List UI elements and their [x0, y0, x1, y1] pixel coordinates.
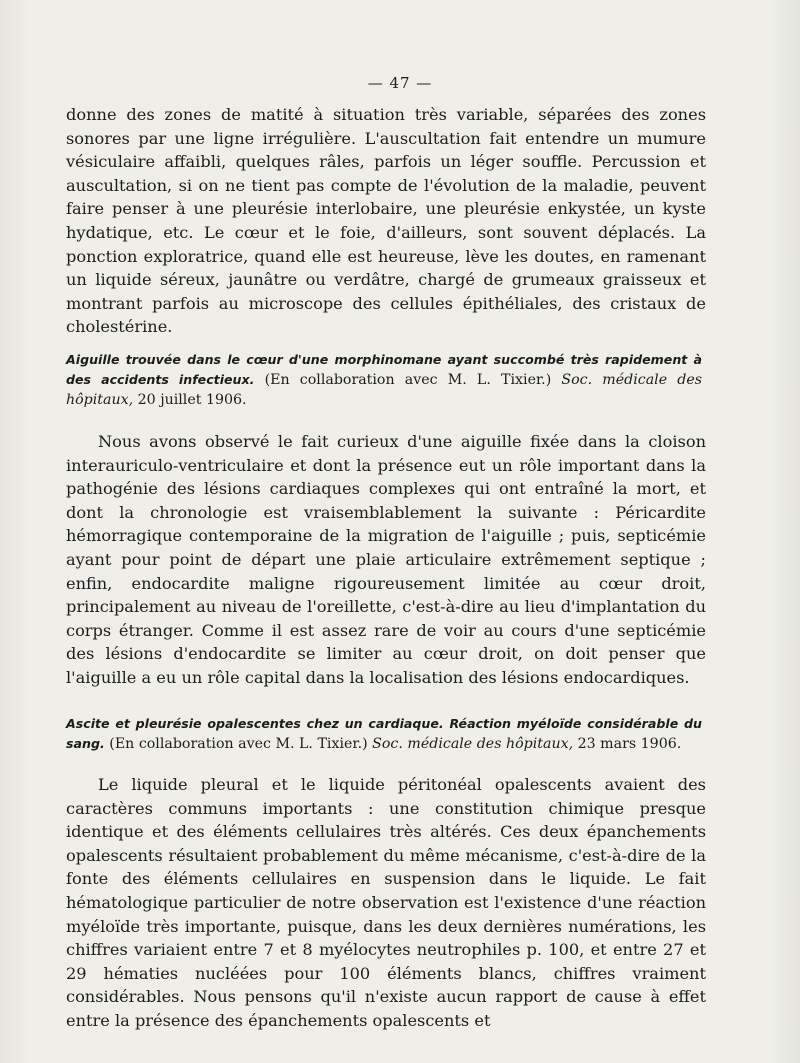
section-collaboration: (En collaboration avec M. L. Tixier.) [264, 372, 552, 388]
section-journal: Soc. médicale des hôpitaux, [372, 736, 574, 752]
section-journal: Soc. médicale des hôpitaux, [66, 372, 703, 408]
paragraph-text: Le liquide pleural et le liquide péritonéal opalescents avaient des caractères communs importants : une constitution chimique presque identique et des éléments cellulaires très altérés. Ces deux épanchements opalescents résultaient probablement du même mécanisme, c'est-à-dire de la fonte des éléments cellulaires en suspension dans le liquide. Le fait hématologique particulier de notre observation est l'existence d'une réaction myéloïde très importante, puisque, dans les deux dernières numérations, les chiffres variaient entre 7 et 8 myélocytes neutrophiles p. 100, et entre 27 et 29 hématies nucléées pour 100 éléments blancs, chiffres vraiment considérables. Nous pensons qu'il n'existe aucun rapport de cause à effet entre la présence des épanchements opalescents et [66, 775, 706, 1030]
page-number: — 47 — [367, 74, 433, 92]
paragraph-continuation [66, 103, 706, 339]
section-body-1 [66, 430, 706, 690]
paragraph-text: Nous avons observé le fait curieux d'une aiguille fixée dans la cloison interauriculo-ventriculaire et dont la présence eut un rôle important dans la pathogénie des lésions cardiaques complexes qui ont entraîné la mort, et dont la chronologie est vraisemblablement la suivante : Péricardite hémorragique contemporaine de la migration de l'aiguille ; puis, septicémie ayant pour point de départ une plaie articulaire extrêmement septique ; enfin, endocardite maligne rigoureusement limitée au cœur droit, principalement au niveau de l'oreillette, c'est-à-dire au lieu d'implantation du corps étranger. Comme il est assez rare de voir au cours d'une septicémie des lésions d'endocardite se limiter au cœur droit, on doit penser que l'aiguille a eu un rôle capital dans la localisation des lésions endocardiques. [66, 432, 706, 687]
section-heading-2 [66, 714, 702, 754]
section-collaboration: (En collaboration avec M. L. Tixier.) [109, 736, 368, 752]
section-title: Ascite et pleurésie opalescentes chez un cardiaque. Réaction myéloïde considérable du sang. [66, 716, 702, 751]
section-date: 20 juillet 1906. [137, 392, 247, 408]
section-body-2 [66, 773, 706, 1033]
section-heading-1 [66, 350, 702, 410]
section-title: Aiguille trouvée dans le cœur d'une morphinomane ayant succombé très rapidement à des accidents infectieux. [66, 352, 702, 387]
paragraph-text: donne des zones de matité à situation très variable, séparées des zones sonores par une ligne irrégulière. L'auscultation fait entendre un mumure vésiculaire affaibli, quelques râles, parfois un léger souffle. Percussion et auscultation, si on ne tient pas compte de l'évolution de la maladie, peuvent faire penser à une pleurésie interlobaire, une pleurésie enkystée, un kyste hydatique, etc. Le cœur et le foie, d'ailleurs, sont souvent déplacés. La ponction exploratrice, quand elle est heureuse, lève les doutes, en ramenant un liquide séreux, jaunâtre ou verdâtre, chargé de grumeaux graisseux et montrant parfois au microscope des cellules épithéliales, des cristaux de cholestérine. [66, 105, 706, 337]
section-date: 23 mars 1906. [577, 736, 682, 752]
